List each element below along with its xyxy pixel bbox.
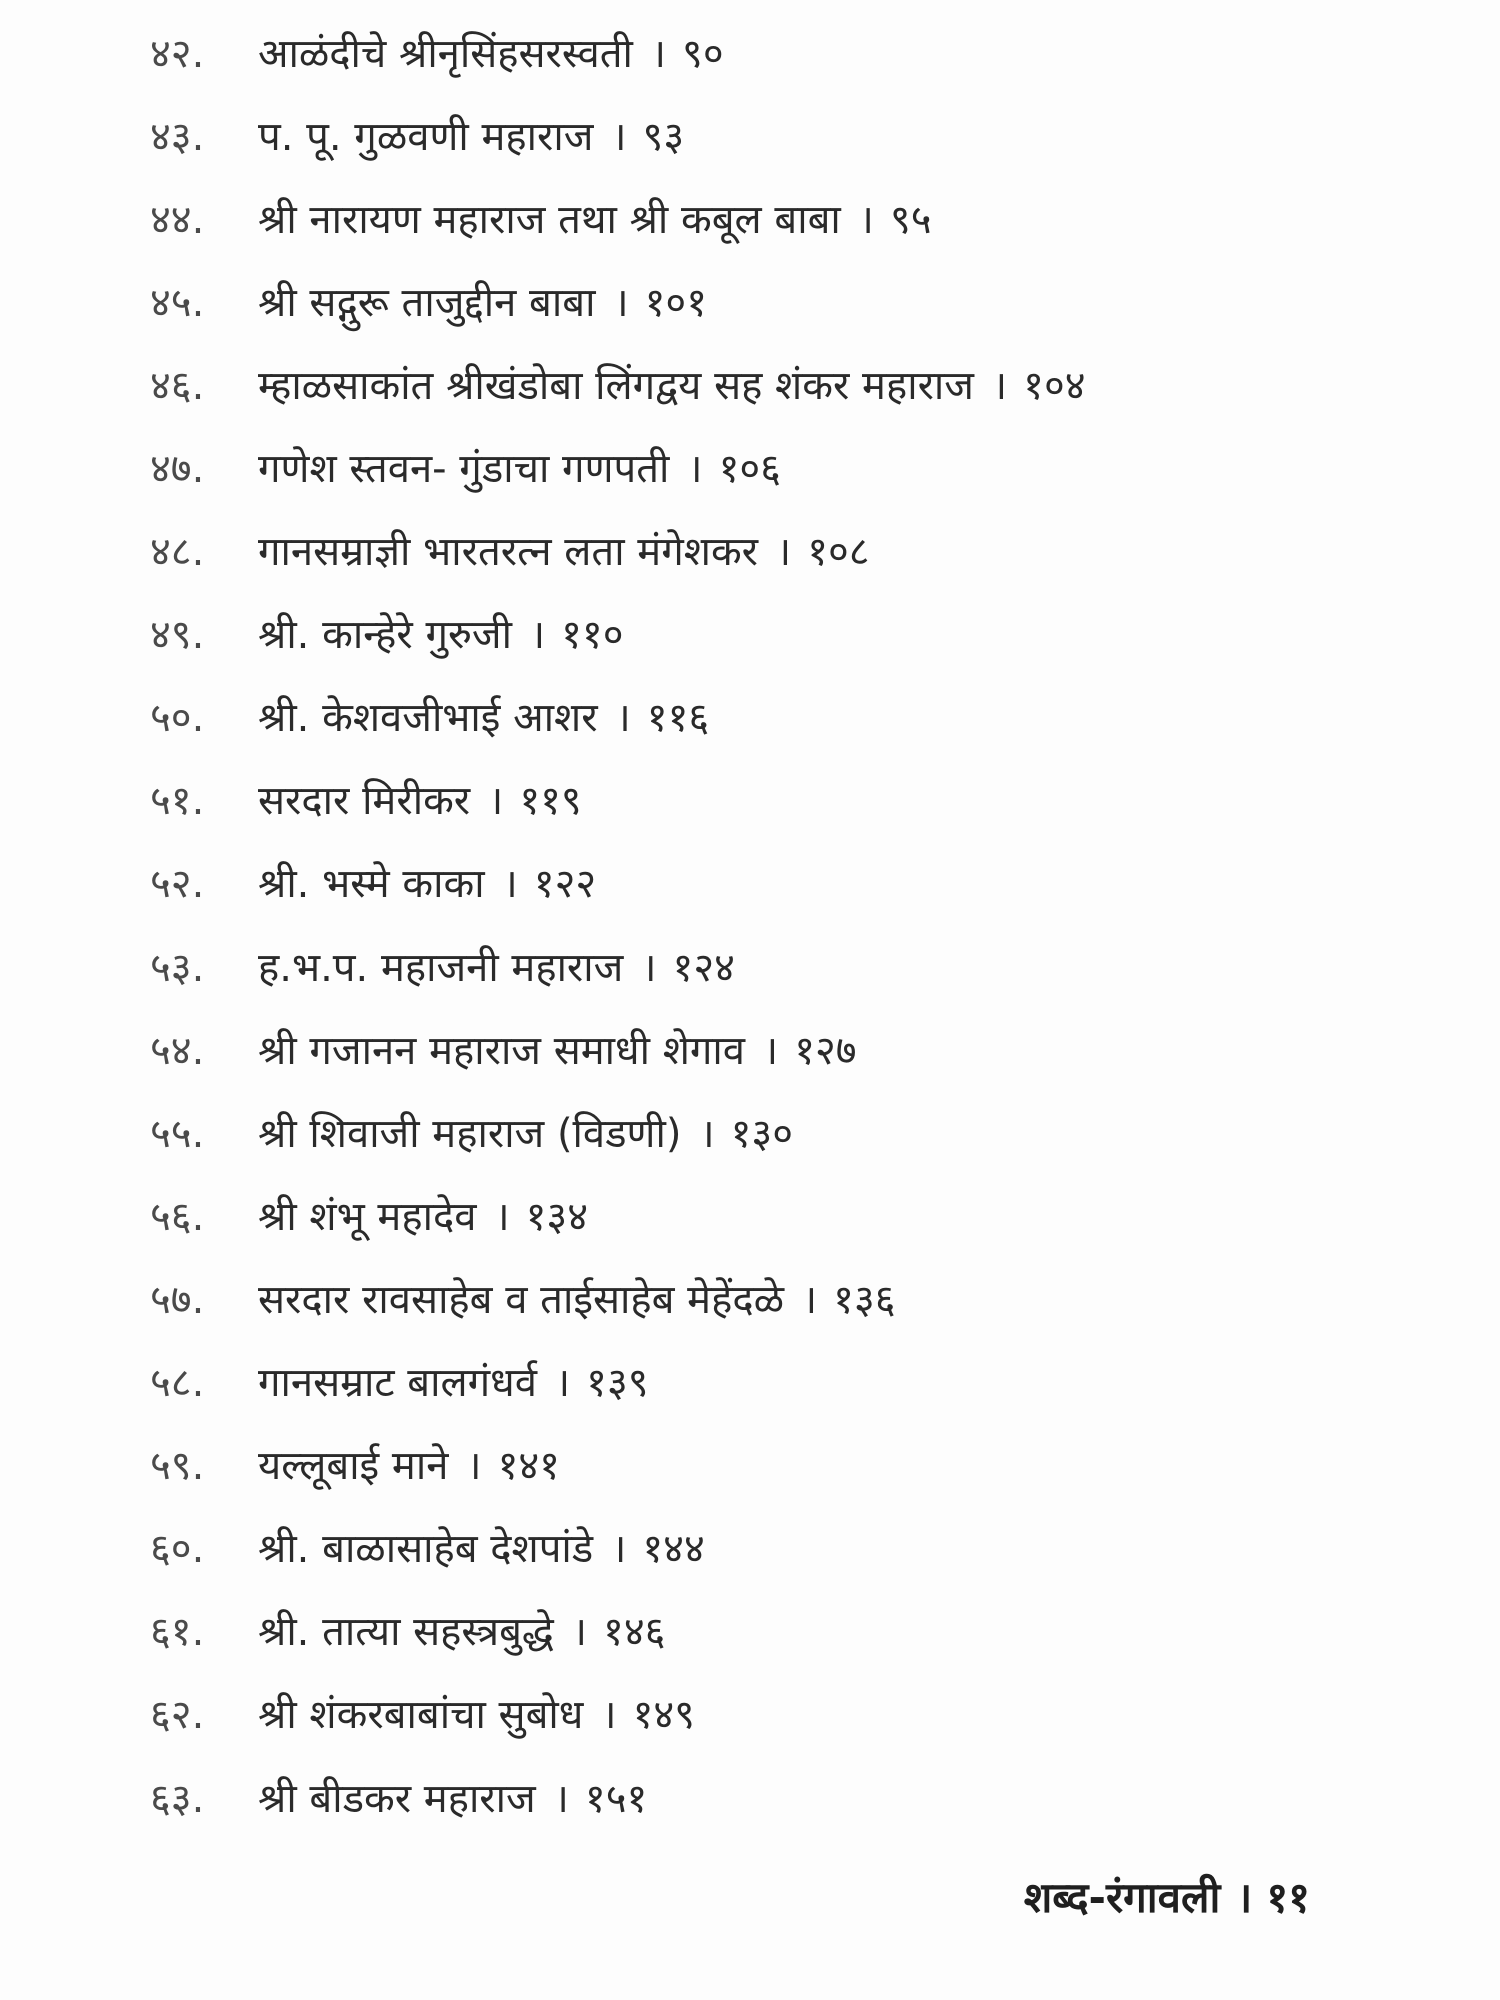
toc-entry-page: १५१	[584, 1775, 648, 1822]
toc-entry-page: १३९	[586, 1360, 649, 1407]
toc-entry-page: १२४	[672, 944, 735, 991]
toc-entry	[150, 677, 1400, 760]
toc-entry	[150, 926, 1400, 1009]
toc-entry-page: १३०	[730, 1110, 794, 1157]
toc-entry-separator: ।	[502, 861, 518, 908]
toc-entry-separator: ।	[763, 1027, 779, 1074]
toc-entry	[150, 511, 1400, 594]
toc-entry-title: श्री शंभू महादेव	[258, 1193, 477, 1240]
footer-separator: ।	[1236, 1873, 1253, 1922]
toc-entry-number: ५८.	[150, 1360, 205, 1407]
toc-entry-separator: ।	[613, 279, 629, 326]
toc-entry-title: श्री. बाळासाहेब देशपांडे	[258, 1526, 594, 1573]
toc-entry-page: १३४	[525, 1193, 589, 1240]
toc-entry-number: ६०.	[150, 1526, 205, 1573]
toc-entry	[150, 178, 1400, 261]
toc-entry-number: ४६.	[150, 362, 205, 409]
toc-entry-page: १४९	[632, 1692, 695, 1739]
toc-entry-number: ५५.	[150, 1110, 205, 1157]
toc-entry-separator: ।	[494, 1193, 510, 1240]
toc-entry-title: श्री सद्गुरू ताजुद्दीन बाबा	[258, 279, 596, 326]
toc-entry-number: ५७.	[150, 1276, 205, 1323]
toc-entry-number: ५४.	[150, 1027, 205, 1074]
toc-entry-page: ९०	[682, 30, 724, 77]
toc-entry-page: १३६	[833, 1276, 896, 1323]
toc-entry-number: ४७.	[150, 446, 205, 493]
toc-entry	[150, 594, 1400, 677]
toc-entry-separator: ।	[801, 1276, 818, 1323]
toc-entry-separator: ।	[529, 612, 546, 659]
toc-entry-number: ५६.	[150, 1193, 205, 1240]
toc-entry-page: १४१	[497, 1443, 560, 1490]
toc-entry-page: ११९	[519, 778, 582, 825]
toc-entry-title: श्री गजानन महाराज समाधी शेगाव	[258, 1027, 746, 1074]
toc-entry-separator: ।	[611, 1526, 627, 1573]
toc-entry-separator: ।	[466, 1443, 482, 1490]
toc-entry-number: ५९.	[150, 1443, 205, 1490]
toc-entry-separator: ।	[571, 1609, 588, 1656]
toc-entry-title: श्री शिवाजी महाराज (विडणी)	[258, 1110, 682, 1157]
toc-entry-number: ५१.	[150, 778, 205, 825]
toc-entry	[150, 1342, 1400, 1425]
toc-entry	[150, 344, 1400, 427]
toc-entry	[150, 427, 1400, 510]
toc-entry	[150, 1591, 1400, 1674]
toc-entry	[150, 1674, 1400, 1757]
table-of-contents	[150, 12, 1400, 1840]
toc-entry-title: श्री शंकरबाबांचा सुबोध	[258, 1692, 584, 1739]
toc-entry-separator: ।	[858, 196, 874, 243]
toc-entry-page: १०४	[1023, 362, 1086, 409]
toc-entry-number: ४४.	[150, 196, 205, 243]
toc-entry-number: ५०.	[150, 695, 205, 742]
toc-entry-number: ६२.	[150, 1692, 205, 1739]
toc-entry	[150, 1092, 1400, 1175]
toc-entry	[150, 1757, 1400, 1840]
toc-entry-title: यल्लूबाई माने	[258, 1443, 449, 1490]
toc-entry-title: श्री बीडकर महाराज	[258, 1775, 536, 1822]
toc-entry-title: गानसम्राज्ञी भारतरत्न लता मंगेशकर	[258, 529, 759, 576]
toc-entry-number: ६१.	[150, 1609, 205, 1656]
toc-entry-separator: ।	[641, 944, 657, 991]
toc-entry-number: ४५.	[150, 279, 205, 326]
toc-entry-number: ४३.	[150, 113, 205, 160]
toc-entry	[150, 1175, 1400, 1258]
toc-entry-page: १०६	[718, 446, 781, 493]
toc-entry	[150, 12, 1400, 95]
toc-entry-page: ९५	[889, 196, 932, 243]
footer-page-number: ११	[1266, 1873, 1310, 1922]
toc-entry-page: १०१	[644, 279, 708, 326]
toc-entry	[150, 1258, 1400, 1341]
toc-entry-number: ४८.	[150, 529, 205, 576]
toc-entry-page: ९३	[642, 113, 685, 160]
toc-entry-separator: ।	[601, 1692, 617, 1739]
toc-entry-title: गणेश स्तवन- गुंडाचा गणपती	[258, 446, 670, 493]
toc-entry-page: १०८	[807, 529, 870, 576]
toc-entry-title: म्हाळसाकांत श्रीखंडोबा लिंगद्वय सह शंकर महाराज	[258, 362, 974, 409]
toc-entry-title: आळंदीचे श्रीनृसिंहसरस्वती	[258, 30, 633, 77]
toc-entry	[150, 1508, 1400, 1591]
toc-entry-page: १४४	[642, 1526, 705, 1573]
toc-entry-title: गानसम्राट बालगंधर्व	[258, 1360, 537, 1407]
toc-entry-separator: ।	[687, 446, 703, 493]
toc-entry-page: १२२	[533, 861, 597, 908]
toc-entry-separator: ।	[650, 30, 667, 77]
toc-entry-separator: ।	[991, 362, 1008, 409]
toc-entry-title: श्री. भस्मे काका	[258, 861, 485, 908]
toc-entry-number: ५३.	[150, 944, 205, 991]
toc-entry-separator: ।	[488, 778, 504, 825]
toc-entry-separator: ।	[699, 1110, 715, 1157]
toc-entry-separator: ।	[553, 1775, 569, 1822]
toc-entry-separator: ।	[611, 113, 627, 160]
toc-entry-title: श्री. कान्हेरे गुरुजी	[258, 612, 512, 659]
toc-entry-separator: ।	[776, 529, 792, 576]
toc-entry-title: सरदार रावसाहेब व ताईसाहेब मेहेंदळे	[258, 1276, 784, 1323]
toc-entry-page: ११६	[646, 695, 710, 742]
toc-entry-separator: ।	[615, 695, 631, 742]
page-footer	[1024, 1868, 1310, 1925]
toc-entry-title: ह.भ.प. महाजनी महाराज	[258, 944, 624, 991]
toc-entry	[150, 843, 1400, 926]
footer-book-title: शब्द-रंगावली	[1023, 1873, 1221, 1922]
toc-entry-separator: ।	[554, 1360, 571, 1407]
toc-entry	[150, 261, 1400, 344]
toc-entry-title: श्री नारायण महाराज तथा श्री कबूल बाबा	[258, 196, 841, 243]
toc-entry-number: ६३.	[150, 1775, 205, 1822]
toc-entry-number: ४९.	[150, 612, 205, 659]
toc-entry-page: १४६	[603, 1609, 666, 1656]
toc-entry	[150, 1009, 1400, 1092]
toc-entry-title: सरदार मिरीकर	[258, 778, 471, 825]
toc-entry-number: ५२.	[150, 861, 205, 908]
toc-entry-page: ११०	[561, 612, 624, 659]
toc-entry-title: श्री. केशवजीभाई आशर	[258, 695, 598, 742]
toc-entry-page: १२७	[794, 1027, 857, 1074]
toc-entry-title: श्री. तात्या सहस्त्रबुद्धे	[258, 1609, 554, 1656]
toc-entry	[150, 760, 1400, 843]
toc-entry	[150, 95, 1400, 178]
toc-entry-number: ४२.	[150, 30, 205, 77]
toc-entry-title: प. पू. गुळवणी महाराज	[258, 113, 594, 160]
toc-entry	[150, 1425, 1400, 1508]
